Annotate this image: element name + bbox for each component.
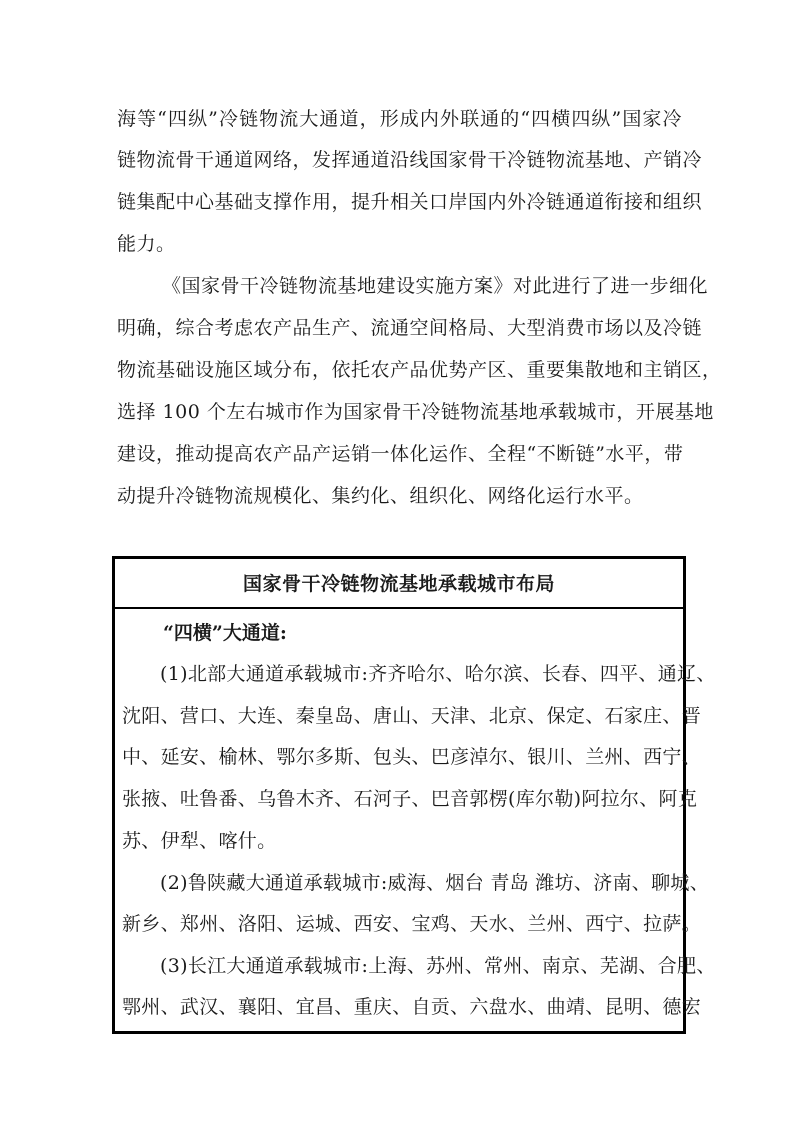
paragraph-line: 《国家骨干冷链物流基地建设实施方案》对此进行了进一步细化: [162, 275, 709, 297]
box-line: 新乡、郑州、洛阳、运城、西安、宝鸡、天水、兰州、西宁、拉萨。: [122, 913, 702, 935]
paragraph-line: 建设，推动提高农产品产运销一体化运作、全程“不断链”水平，带: [117, 443, 684, 465]
box-title: 国家骨干冷链物流基地承载城市布局: [242, 573, 555, 595]
box-line: 张掖、吐鲁番、乌鲁木齐、石河子、巴音郭楞(库尔勒)阿拉尔、阿克: [122, 788, 698, 810]
box-line: (2)鲁陕藏大通道承载城市:威海、烟台 青岛 潍坊、济南、聊城、: [160, 872, 709, 894]
paragraph-line: 链物流骨干通道网络，发挥通道沿线国家骨干冷链物流基地、产销冷: [117, 149, 703, 171]
box-line: 鄂州、武汉、襄阳、宜昌、重庆、自贡、六盘水、曲靖、昆明、德宏: [122, 996, 702, 1018]
paragraph-line: 能力。: [117, 233, 176, 255]
box-line: 沈阳、营口、大连、秦皇岛、唐山、天津、北京、保定、石家庄、晋: [122, 705, 702, 727]
box-line: 中、延安、榆林、鄂尔多斯、包头、巴彦淖尔、银川、兰州、西宁、: [122, 746, 702, 768]
paragraph-line: 明确，综合考虑农产品生产、流通空间格局、大型消费市场以及冷链: [117, 317, 703, 339]
paragraph-line: 选择 100 个左右城市作为国家骨干冷链物流基地承载城市，开展基地: [117, 401, 714, 423]
paragraph-line: 链集配中心基础支撑作用，提升相关口岸国内外冷链通道衔接和组织: [117, 191, 703, 213]
paragraph-line: 海等“四纵”冷链物流大通道，形成内外联通的“四横四纵”国家冷: [117, 108, 682, 130]
box-line: (3)长江大通道承载城市:上海、苏州、常州、南京、芜湖、合肥、: [160, 955, 716, 977]
city-layout-box: [112, 556, 716, 1034]
box-line: 苏、伊犁、喀什。: [122, 830, 277, 852]
box-title-row: [115, 559, 683, 609]
paragraph-line: 动提升冷链物流规模化、集约化、组织化、网络化运行水平。: [117, 485, 644, 507]
paragraph-line: 物流基础设施区域分布，依托农产品优势产区、重要集散地和主销区，: [117, 359, 722, 381]
section-heading: “四横”大通道:: [163, 622, 287, 644]
box-line: (1)北部大通道承载城市:齐齐哈尔、哈尔滨、长春、四平、通辽、: [160, 663, 716, 685]
